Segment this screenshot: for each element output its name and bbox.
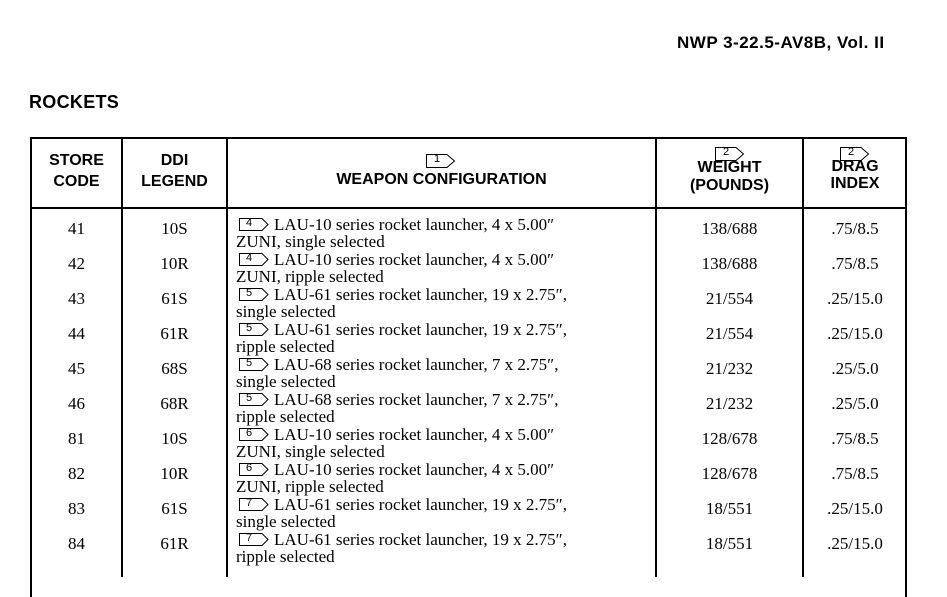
note-reference-icon (236, 392, 268, 406)
ddi-legend-cell: 10S (161, 429, 188, 448)
drag-index-cell: .75/8.5 (831, 254, 879, 273)
configuration-text: LAU-10 series rocket launcher, 4 x 5.00″ (274, 250, 555, 269)
configuration-line2: ripple selected (236, 337, 335, 356)
section-title: ROCKETS (29, 92, 120, 112)
configuration-line1 (236, 531, 567, 548)
ddi-legend-cell: 10R (160, 464, 189, 483)
configuration-text: LAU-68 series rocket launcher, 7 x 2.75″, (274, 355, 559, 374)
weapon-configuration-cell (236, 356, 558, 390)
header-weight-line1: WEIGHT (697, 159, 762, 176)
note-number: 5 (245, 357, 253, 369)
header-drag-line1: DRAG (831, 158, 879, 175)
drag-index-cell: .25/15.0 (827, 534, 883, 553)
store-code-cell: 44 (68, 324, 85, 343)
ddi-legend-cell: 61S (161, 289, 188, 308)
note-number: 5 (245, 392, 253, 404)
note-number: 7 (245, 532, 253, 544)
configuration-line2: single selected (236, 372, 336, 391)
drag-index-cell: .25/15.0 (827, 289, 883, 308)
ddi-legend-cell: 68S (161, 359, 188, 378)
note-number: 6 (245, 427, 253, 439)
weight-cell: 18/551 (705, 534, 754, 553)
configuration-line1 (236, 251, 554, 268)
ddi-legend-cell: 61S (161, 499, 188, 518)
store-code-cell: 41 (68, 219, 85, 238)
ddi-legend-cell: 10S (161, 219, 188, 238)
header-ddi-legend (123, 150, 226, 192)
configuration-line1 (236, 321, 567, 338)
header-weight (657, 159, 802, 195)
configuration-line2: ripple selected (236, 407, 335, 426)
ddi-legend-cell: 61R (160, 324, 189, 343)
note-number: 7 (245, 497, 253, 509)
note-number: 6 (245, 462, 253, 474)
note-number: 5 (245, 287, 253, 299)
ddi-legend-cell: 10R (160, 254, 189, 273)
header-store-code-line2: CODE (53, 173, 100, 190)
note-reference-icon (236, 497, 268, 511)
configuration-line1 (236, 461, 554, 478)
weapon-configuration-cell (236, 391, 558, 425)
header-weight-line2: (POUNDS) (689, 177, 770, 194)
drag-index-cell: .25/15.0 (827, 324, 883, 343)
header-drag-line2: INDEX (830, 175, 880, 192)
configuration-text: LAU-61 series rocket launcher, 19 x 2.75″, (274, 320, 567, 339)
weapon-configuration-cell (236, 216, 554, 250)
weight-cell: 128/678 (701, 464, 758, 483)
configuration-line1 (236, 496, 567, 513)
note-reference-icon (236, 462, 268, 476)
weapon-configuration-cell (236, 286, 567, 320)
configuration-text: LAU-61 series rocket launcher, 19 x 2.75″, (274, 285, 567, 304)
configuration-line1 (236, 286, 567, 303)
configuration-line2: ZUNI, single selected (236, 442, 385, 461)
weapon-configuration-cell (236, 321, 567, 355)
drag-index-cell: .25/5.0 (831, 394, 879, 413)
configuration-line2: single selected (236, 512, 336, 531)
store-code-cell: 82 (68, 464, 85, 483)
weight-cell: 18/551 (705, 499, 754, 518)
header-ddi-legend-line1: DDI (160, 152, 189, 169)
drag-index-cell: .25/5.0 (831, 359, 879, 378)
configuration-line2: ZUNI, ripple selected (236, 267, 384, 286)
configuration-text: LAU-61 series rocket launcher, 19 x 2.75″, (274, 530, 567, 549)
note-reference-icon (236, 427, 268, 441)
configuration-text: LAU-10 series rocket launcher, 4 x 5.00″ (274, 425, 555, 444)
configuration-line2: ZUNI, ripple selected (236, 477, 384, 496)
header-store-code (32, 150, 121, 192)
configuration-line2: ZUNI, single selected (236, 232, 385, 251)
drag-index-cell: .25/15.0 (827, 499, 883, 518)
header-store-code-line1: STORE (49, 152, 104, 169)
weapon-configuration-cell (236, 461, 554, 495)
weapon-configuration-cell (236, 251, 554, 285)
weight-cell: 21/554 (705, 289, 754, 308)
document-id: NWP 3-22.5-AV8B, Vol. II (677, 33, 885, 52)
column-divider (226, 137, 228, 577)
store-code-cell: 81 (68, 429, 85, 448)
ddi-legend-cell: 61R (160, 534, 189, 553)
note-reference-icon (236, 532, 268, 546)
weapon-configuration-cell (236, 531, 567, 565)
drag-index-cell: .75/8.5 (831, 429, 879, 448)
note-reference-icon (236, 357, 268, 371)
note-number: 4 (245, 217, 253, 229)
note-number: 5 (245, 322, 253, 334)
ddi-legend-cell: 68R (160, 394, 189, 413)
weight-cell: 21/554 (705, 324, 754, 343)
store-code-cell: 45 (68, 359, 85, 378)
note-reference-icon (236, 287, 268, 301)
configuration-line2: ripple selected (236, 547, 335, 566)
weight-cell: 138/688 (701, 219, 758, 238)
configuration-text: LAU-10 series rocket launcher, 4 x 5.00″ (274, 460, 555, 479)
weight-cell: 128/678 (701, 429, 758, 448)
drag-index-cell: .75/8.5 (831, 219, 879, 238)
note-number: 1 (433, 153, 441, 165)
store-code-cell: 84 (68, 534, 85, 553)
configuration-line1 (236, 391, 558, 408)
weapon-configuration-cell (236, 426, 554, 460)
weight-cell: 21/232 (705, 359, 754, 378)
store-code-cell: 46 (68, 394, 85, 413)
configuration-text: LAU-61 series rocket launcher, 19 x 2.75″, (274, 495, 567, 514)
note-number: 4 (245, 252, 253, 264)
weight-cell: 21/232 (705, 394, 754, 413)
header-divider (30, 207, 907, 209)
store-code-cell: 42 (68, 254, 85, 273)
configuration-text: LAU-10 series rocket launcher, 4 x 5.00″ (274, 215, 555, 234)
weight-cell: 138/688 (701, 254, 758, 273)
store-code-cell: 43 (68, 289, 85, 308)
configuration-line1 (236, 216, 554, 233)
note-number: 2 (722, 146, 730, 158)
note-reference-icon (236, 322, 268, 336)
drag-index-cell: .75/8.5 (831, 464, 879, 483)
header-ddi-legend-line2: LEGEND (141, 173, 208, 190)
weapon-configuration-cell (236, 496, 567, 530)
configuration-line2: single selected (236, 302, 336, 321)
note-number: 2 (847, 146, 855, 158)
configuration-line1 (236, 426, 554, 443)
configuration-text: LAU-68 series rocket launcher, 7 x 2.75″, (274, 390, 559, 409)
note-reference-icon (426, 154, 455, 167)
header-drag-index (804, 158, 906, 192)
note-reference-icon (236, 217, 268, 231)
configuration-line1 (236, 356, 558, 373)
header-weapon-configuration: WEAPON CONFIGURATION (336, 171, 547, 188)
note-reference-icon (236, 252, 268, 266)
store-code-cell: 83 (68, 499, 85, 518)
